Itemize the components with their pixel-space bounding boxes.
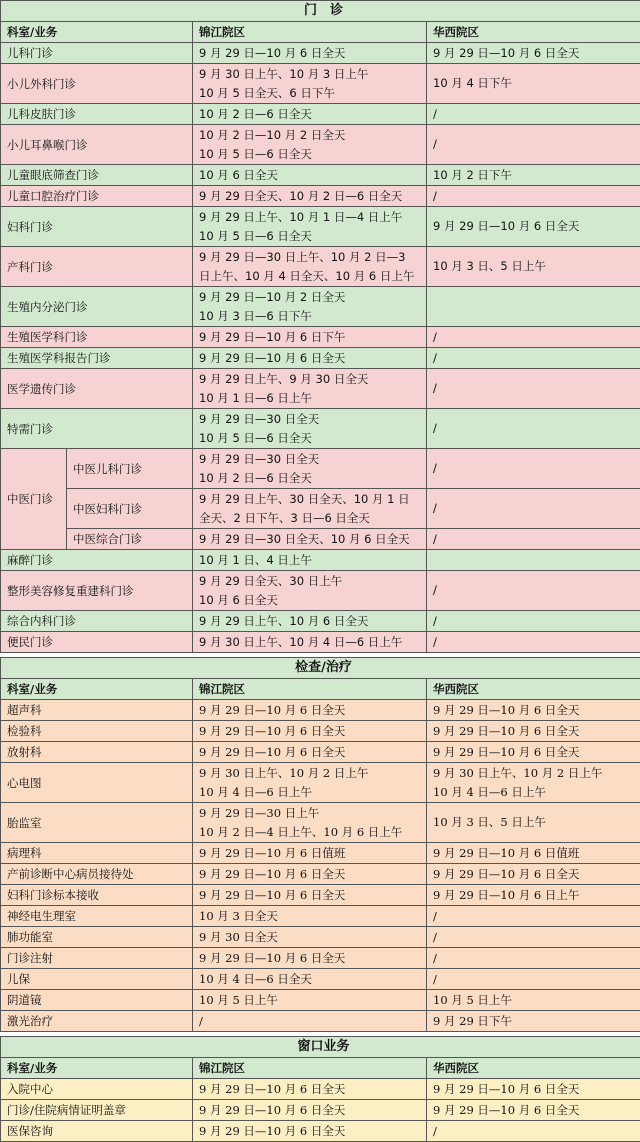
exam-header-row <box>1 679 640 700</box>
dept-cell: 妇科门诊标本接收 <box>1 885 193 906</box>
cell-line: 10 月 5 日上午 <box>199 991 426 1010</box>
cell-line: 9 月 29 日—10 月 6 日全天 <box>199 349 426 368</box>
jinjiang-cell <box>193 864 427 885</box>
jinjiang-cell <box>193 247 427 287</box>
huaxi-cell <box>427 948 640 969</box>
jinjiang-cell <box>193 409 427 449</box>
jinjiang-cell <box>193 1100 427 1121</box>
table-row <box>1 948 640 969</box>
jinjiang-cell <box>193 104 427 125</box>
header-jinjiang: 锦江院区 <box>193 679 427 700</box>
window-header-row <box>1 1058 640 1079</box>
huaxi-cell <box>427 186 640 207</box>
table-row <box>1 550 640 571</box>
table-row <box>1 1100 640 1121</box>
header-huaxi: 华西院区 <box>427 22 640 43</box>
dept-cell: 心电图 <box>1 763 193 803</box>
table-row <box>1 1121 640 1142</box>
huaxi-cell <box>427 287 640 327</box>
cell-line: / <box>433 419 640 438</box>
huaxi-cell <box>427 1011 640 1032</box>
huaxi-cell <box>427 990 640 1011</box>
jinjiang-cell <box>193 927 427 948</box>
dept-cell: 麻醉门诊 <box>1 550 193 571</box>
table-row <box>1 43 640 64</box>
table-row <box>1 632 640 653</box>
huaxi-cell <box>427 571 640 611</box>
huaxi-cell <box>427 104 640 125</box>
cell-line: 9 月 29 日—10 月 6 日全天 <box>199 865 426 884</box>
huaxi-cell <box>427 409 640 449</box>
cell-line: / <box>433 187 640 206</box>
huaxi-cell <box>427 125 640 165</box>
cell-line: 9 月 29 日—10 月 6 日值班 <box>433 844 640 863</box>
cell-line: / <box>433 379 640 398</box>
huaxi-cell <box>427 247 640 287</box>
table-row <box>1 409 640 449</box>
cell-line: 9 月 29 日—10 月 6 日上午 <box>433 886 640 905</box>
dept-cell: 便民门诊 <box>1 632 193 653</box>
cell-line: 10 月 4 日—6 日上午 <box>433 783 640 802</box>
dept-cell: 肺功能室 <box>1 927 193 948</box>
dept-cell: 医学遗传门诊 <box>1 369 193 409</box>
table-row <box>1 927 640 948</box>
table-row <box>1 104 640 125</box>
huaxi-cell <box>427 927 640 948</box>
huaxi-cell <box>427 165 640 186</box>
jinjiang-cell <box>193 550 427 571</box>
cell-line: / <box>433 907 640 926</box>
cell-line: 10 月 5 日—6 日全天 <box>199 227 426 246</box>
dept-cell: 门诊注射 <box>1 948 193 969</box>
jinjiang-cell <box>193 885 427 906</box>
cell-line: 9 月 29 日—10 月 6 日全天 <box>199 722 426 741</box>
cell-line: / <box>433 459 640 478</box>
cell-line: 10 月 2 日—10 月 2 日全天 <box>199 126 426 145</box>
cell-line: 10 月 4 日下午 <box>433 74 640 93</box>
table-row <box>1 742 640 763</box>
header-dept: 科室/业务 <box>1 1058 193 1079</box>
table-row <box>1 763 640 803</box>
outpatient-title-row <box>1 1 640 22</box>
dept-cell: 儿科门诊 <box>1 43 193 64</box>
huaxi-cell <box>427 803 640 843</box>
table-row <box>1 369 640 409</box>
table-row <box>1 348 640 369</box>
table-row <box>1 906 640 927</box>
huaxi-cell <box>427 489 640 529</box>
table-row <box>1 969 640 990</box>
cell-line: 9 月 29 日—10 月 6 日值班 <box>199 844 426 863</box>
cell-line: 9 月 29 日上午、30 日全天、10 月 1 日 <box>199 490 426 509</box>
table-row <box>1 165 640 186</box>
huaxi-cell <box>427 763 640 803</box>
cell-line: 9 月 29 日上午、9 月 30 日全天 <box>199 370 426 389</box>
huaxi-cell <box>427 632 640 653</box>
table-row <box>1 287 640 327</box>
jinjiang-cell <box>193 348 427 369</box>
jinjiang-cell <box>193 1079 427 1100</box>
cell-line: 9 月 29 日—10 月 6 日全天 <box>199 743 426 762</box>
cell-line: 9 月 29 日—10 月 6 日全天 <box>433 217 640 236</box>
huaxi-cell <box>427 348 640 369</box>
huaxi-cell <box>427 843 640 864</box>
jinjiang-cell <box>193 369 427 409</box>
header-dept: 科室/业务 <box>1 22 193 43</box>
cell-line: 9 月 29 日—10 月 6 日全天 <box>199 1122 426 1141</box>
jinjiang-cell <box>193 529 427 550</box>
table-row <box>1 843 640 864</box>
dept-cell: 儿保 <box>1 969 193 990</box>
table-row <box>1 1079 640 1100</box>
huaxi-cell <box>427 449 640 489</box>
jinjiang-cell <box>193 327 427 348</box>
jinjiang-cell <box>193 969 427 990</box>
jinjiang-cell <box>193 948 427 969</box>
huaxi-cell <box>427 742 640 763</box>
cell-line: 10 月 2 日下午 <box>433 166 640 185</box>
dept-cell: 妇科门诊 <box>1 207 193 247</box>
jinjiang-cell <box>193 64 427 104</box>
exam-title: 检查/治疗 <box>1 658 640 679</box>
header-jinjiang: 锦江院区 <box>193 1058 427 1079</box>
table-row <box>1 186 640 207</box>
cell-line: / <box>433 135 640 154</box>
cell-line: 9 月 29 日—10 月 6 日全天 <box>433 865 640 884</box>
table-row <box>1 885 640 906</box>
cell-line: 日上午、10 月 4 日全天、10 月 6 日上午 <box>199 267 426 286</box>
dept-cell: 儿童口腔治疗门诊 <box>1 186 193 207</box>
table-row <box>1 489 640 529</box>
header-dept: 科室/业务 <box>1 679 193 700</box>
table-row <box>1 247 640 287</box>
jinjiang-cell <box>193 742 427 763</box>
jinjiang-cell <box>193 165 427 186</box>
huaxi-cell <box>427 43 640 64</box>
cell-line: 10 月 6 日全天 <box>199 591 426 610</box>
huaxi-cell <box>427 1121 640 1142</box>
dept-cell: 检验科 <box>1 721 193 742</box>
cell-line: 9 月 30 日全天 <box>199 928 426 947</box>
dept-cell: 病理科 <box>1 843 193 864</box>
cell-line: 9 月 29 日—30 日上午 <box>199 804 426 823</box>
cell-line: 9 月 29 日—30 日上午、10 月 2 日—3 <box>199 248 426 267</box>
table-row <box>1 529 640 550</box>
huaxi-cell <box>427 529 640 550</box>
dept-cell: 入院中心 <box>1 1079 193 1100</box>
header-huaxi: 华西院区 <box>427 679 640 700</box>
table-row <box>1 721 640 742</box>
cell-line: / <box>433 349 640 368</box>
jinjiang-cell <box>193 721 427 742</box>
cell-line: 10 月 3 日全天 <box>199 907 426 926</box>
huaxi-cell <box>427 327 640 348</box>
cell-line: 全天、2 日下午、3 日—6 日全天 <box>199 509 426 528</box>
cell-line: 10 月 4 日—6 日上午 <box>199 783 426 802</box>
cell-line: 9 月 29 日—10 月 6 日全天 <box>199 886 426 905</box>
table-row <box>1 125 640 165</box>
cell-line: 10 月 3 日—6 日下午 <box>199 307 426 326</box>
cell-line: 10 月 5 日—6 日全天 <box>199 145 426 164</box>
cell-line: 9 月 29 日上午、10 月 1 日—4 日上午 <box>199 208 426 227</box>
cell-line: 10 月 2 日—6 日全天 <box>199 469 426 488</box>
cell-line: 10 月 3 日、5 日上午 <box>433 813 640 832</box>
cell-line: / <box>433 581 640 600</box>
dept-cell: 门诊/住院病情证明盖章 <box>1 1100 193 1121</box>
outpatient-title: 门 诊 <box>1 1 640 22</box>
cell-line: 10 月 1 日、4 日上午 <box>199 551 426 570</box>
cell-line: 9 月 30 日上午、10 月 2 日上午 <box>199 764 426 783</box>
jinjiang-cell <box>193 1011 427 1032</box>
exam-table <box>0 657 640 1032</box>
cell-line: / <box>433 530 640 549</box>
jinjiang-cell <box>193 571 427 611</box>
cell-line: / <box>433 1122 640 1141</box>
cell-line: / <box>433 328 640 347</box>
cell-line: 10 月 5 日全天、6 日下午 <box>199 84 426 103</box>
table-row <box>1 700 640 721</box>
cell-line: 9 月 29 日—30 日全天 <box>199 450 426 469</box>
jinjiang-cell <box>193 763 427 803</box>
table-row <box>1 864 640 885</box>
dept-cell: 激光治疗 <box>1 1011 193 1032</box>
dept-cell: 整形美容修复重建科门诊 <box>1 571 193 611</box>
table-row <box>1 207 640 247</box>
jinjiang-cell <box>193 700 427 721</box>
jinjiang-cell <box>193 43 427 64</box>
window-title-row <box>1 1037 640 1058</box>
cell-line: 9 月 29 日—10 月 6 日全天 <box>199 1080 426 1099</box>
table-row <box>1 803 640 843</box>
cell-line: 9 月 29 日—10 月 6 日全天 <box>433 722 640 741</box>
huaxi-cell <box>427 1079 640 1100</box>
jinjiang-cell <box>193 489 427 529</box>
table-row <box>1 327 640 348</box>
dept-cell: 小儿耳鼻喉门诊 <box>1 125 193 165</box>
huaxi-cell <box>427 1100 640 1121</box>
table-row <box>1 449 640 489</box>
dept-cell: 生殖医学科门诊 <box>1 327 193 348</box>
huaxi-cell <box>427 207 640 247</box>
dept-cell: 生殖内分泌门诊 <box>1 287 193 327</box>
huaxi-cell <box>427 906 640 927</box>
jinjiang-cell <box>193 125 427 165</box>
cell-line: / <box>433 499 640 518</box>
dept-cell: 产前诊断中心病员接待处 <box>1 864 193 885</box>
jinjiang-cell <box>193 803 427 843</box>
jinjiang-cell <box>193 1121 427 1142</box>
cell-line: 10 月 1 日—6 日上午 <box>199 389 426 408</box>
cell-line: / <box>433 970 640 989</box>
table-row <box>1 611 640 632</box>
jinjiang-cell <box>193 207 427 247</box>
dept-cell: 医保咨询 <box>1 1121 193 1142</box>
cell-line: / <box>433 105 640 124</box>
cell-line: / <box>433 928 640 947</box>
table-row <box>1 571 640 611</box>
window-title: 窗口业务 <box>1 1037 640 1058</box>
huaxi-cell <box>427 864 640 885</box>
jinjiang-cell <box>193 906 427 927</box>
cell-line: 9 月 29 日—10 月 6 日全天 <box>433 1080 640 1099</box>
cell-line: 10 月 4 日—6 日全天 <box>199 970 426 989</box>
huaxi-cell <box>427 550 640 571</box>
cell-line: / <box>433 633 640 652</box>
cell-line: 10 月 2 日—6 日全天 <box>199 105 426 124</box>
dept-cell: 中医门诊 <box>1 449 67 550</box>
jinjiang-cell <box>193 990 427 1011</box>
cell-line: 10 月 5 日—6 日全天 <box>199 429 426 448</box>
cell-line: / <box>199 1012 426 1031</box>
dept-cell: 儿童眼底筛查门诊 <box>1 165 193 186</box>
jinjiang-cell <box>193 449 427 489</box>
cell-line: 9 月 29 日—30 日全天 <box>199 410 426 429</box>
cell-line: 9 月 29 日全天、10 月 2 日—6 日全天 <box>199 187 426 206</box>
huaxi-cell <box>427 721 640 742</box>
cell-line: 10 月 2 日—4 日上午、10 月 6 日上午 <box>199 823 426 842</box>
dept-cell: 综合内科门诊 <box>1 611 193 632</box>
cell-line: 9 月 29 日上午、10 月 6 日全天 <box>199 612 426 631</box>
huaxi-cell <box>427 700 640 721</box>
cell-line: 9 月 29 日—10 月 6 日全天 <box>433 1101 640 1120</box>
cell-line: 9 月 29 日下午 <box>433 1012 640 1031</box>
sub-dept-cell: 中医妇科门诊 <box>67 489 193 529</box>
cell-line: 9 月 29 日—10 月 6 日全天 <box>199 701 426 720</box>
cell-line: 9 月 30 日上午、10 月 3 日上午 <box>199 65 426 84</box>
dept-cell: 阴道镜 <box>1 990 193 1011</box>
dept-cell: 小儿外科门诊 <box>1 64 193 104</box>
dept-cell: 产科门诊 <box>1 247 193 287</box>
cell-line: 9 月 30 日上午、10 月 2 日上午 <box>433 764 640 783</box>
cell-line: 9 月 29 日—10 月 6 日全天 <box>199 44 426 63</box>
table-row <box>1 64 640 104</box>
cell-line: 9 月 29 日—10 月 6 日全天 <box>433 743 640 762</box>
cell-line: / <box>433 612 640 631</box>
sub-dept-cell: 中医儿科门诊 <box>67 449 193 489</box>
window-table <box>0 1036 640 1142</box>
dept-cell: 儿科皮肤门诊 <box>1 104 193 125</box>
dept-cell: 放射科 <box>1 742 193 763</box>
header-huaxi: 华西院区 <box>427 1058 640 1079</box>
jinjiang-cell <box>193 186 427 207</box>
jinjiang-cell <box>193 287 427 327</box>
cell-line: 9 月 29 日—10 月 6 日全天 <box>433 701 640 720</box>
cell-line: 9 月 29 日—10 月 6 日全天 <box>433 44 640 63</box>
huaxi-cell <box>427 64 640 104</box>
dept-cell: 生殖医学科报告门诊 <box>1 348 193 369</box>
dept-cell: 胎监室 <box>1 803 193 843</box>
cell-line: 9 月 29 日—10 月 6 日全天 <box>199 1101 426 1120</box>
jinjiang-cell <box>193 632 427 653</box>
dept-cell: 超声科 <box>1 700 193 721</box>
cell-line: 9 月 29 日全天、30 日上午 <box>199 572 426 591</box>
cell-line: 10 月 6 日全天 <box>199 166 426 185</box>
cell-line: 9 月 29 日—10 月 6 日全天 <box>199 949 426 968</box>
outpatient-header-row <box>1 22 640 43</box>
cell-line: 9 月 29 日—30 日全天、10 月 6 日全天 <box>199 530 426 549</box>
exam-title-row <box>1 658 640 679</box>
jinjiang-cell <box>193 843 427 864</box>
huaxi-cell <box>427 885 640 906</box>
cell-line: 9 月 29 日—10 月 6 日下午 <box>199 328 426 347</box>
huaxi-cell <box>427 369 640 409</box>
cell-line: 10 月 5 日上午 <box>433 991 640 1010</box>
table-row <box>1 990 640 1011</box>
dept-cell: 神经电生理室 <box>1 906 193 927</box>
jinjiang-cell <box>193 611 427 632</box>
huaxi-cell <box>427 611 640 632</box>
table-row <box>1 1011 640 1032</box>
header-jinjiang: 锦江院区 <box>193 22 427 43</box>
cell-line: 9 月 29 日—10 月 2 日全天 <box>199 288 426 307</box>
dept-cell: 特需门诊 <box>1 409 193 449</box>
sub-dept-cell: 中医综合门诊 <box>67 529 193 550</box>
cell-line: / <box>433 949 640 968</box>
huaxi-cell <box>427 969 640 990</box>
cell-line: 10 月 3 日、5 日上午 <box>433 257 640 276</box>
cell-line: 9 月 30 日上午、10 月 4 日—6 日上午 <box>199 633 426 652</box>
